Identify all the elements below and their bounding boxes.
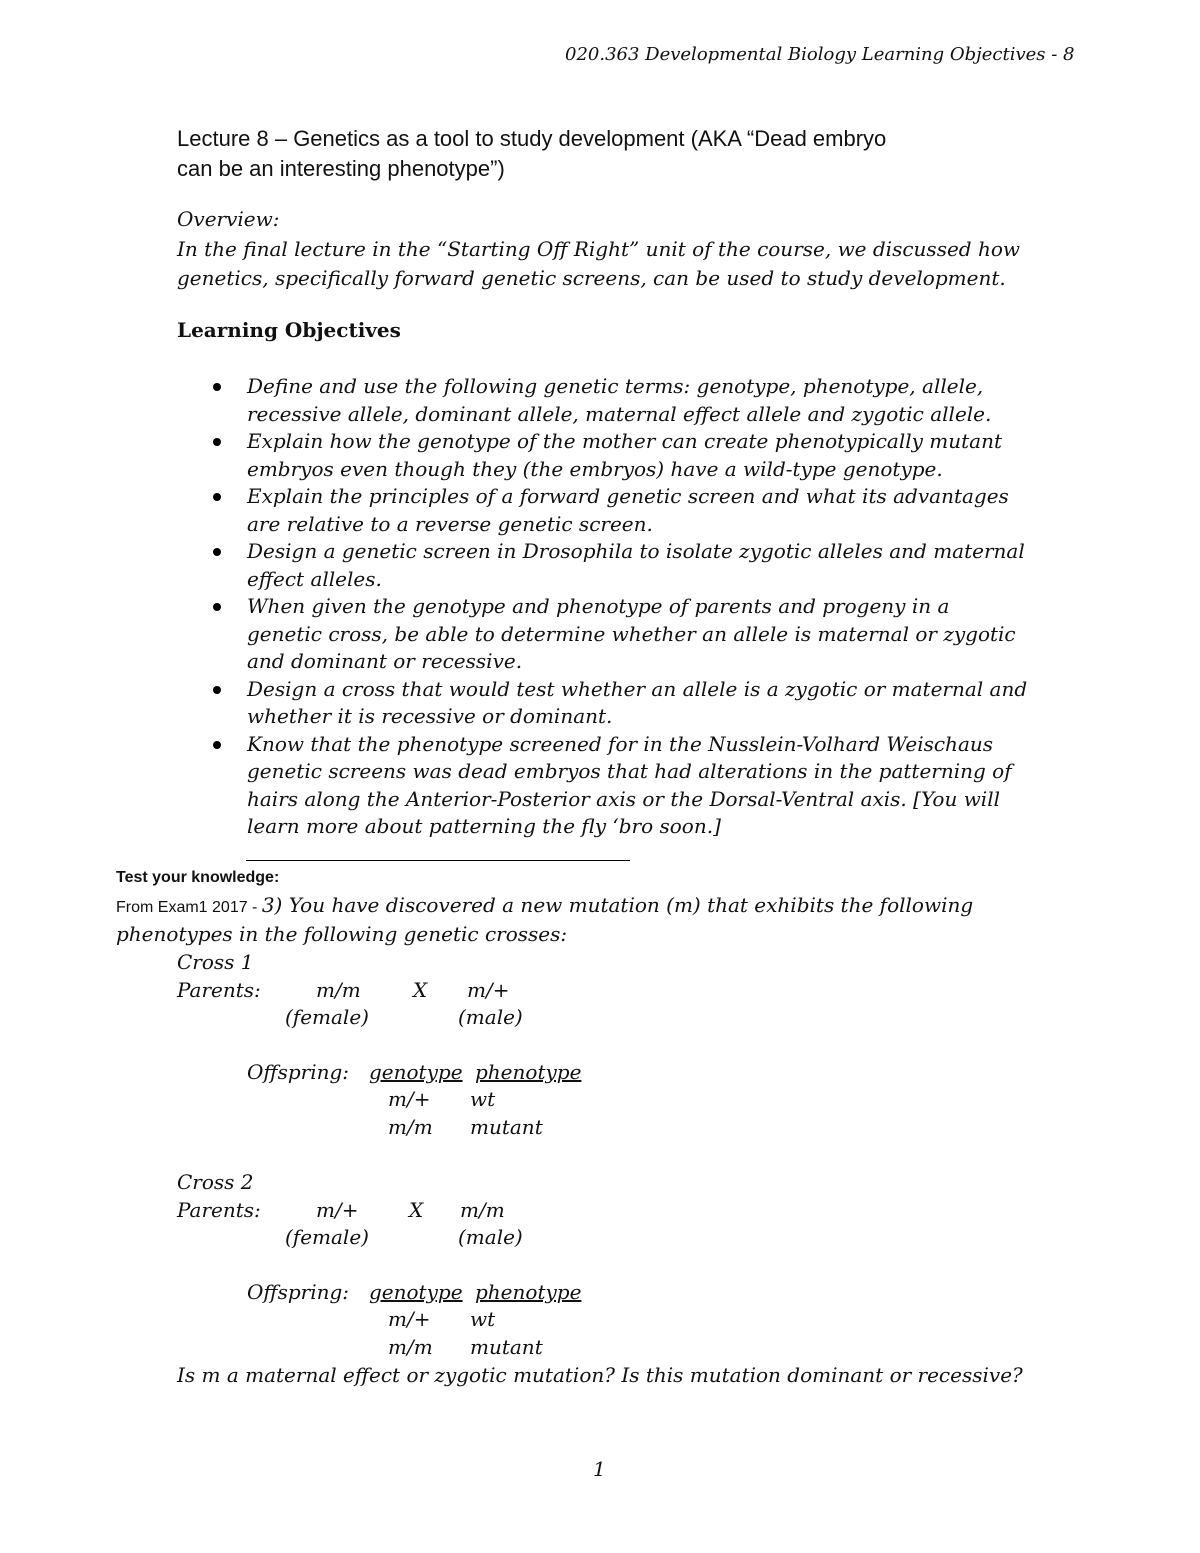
objective-item: When given the genotype and phenotype of parents and progeny in a genetic cross, be able to determine whether an allele is maternal or zygotic and dominant or recessive. (210, 593, 1030, 676)
cross-2-phenotype-header: phenotype (475, 1280, 582, 1304)
cross-1-female-label: (female) (285, 1005, 369, 1029)
page-number: 1 (593, 1457, 606, 1481)
cross-1-phenotype-header: phenotype (475, 1060, 582, 1084)
cross-1-row-1-phenotype: wt (470, 1087, 496, 1111)
cross-1-offspring-label: Offspring: (247, 1060, 350, 1084)
exam-question-line-1 (116, 893, 973, 917)
cross-1-cross-symbol: X (413, 978, 428, 1002)
cross-2-male-label: (male) (458, 1225, 523, 1249)
overview-label: Overview: (177, 207, 280, 231)
cross-2-row-2-genotype: m/m (388, 1335, 433, 1359)
cross-1-parents-label: Parents: (177, 978, 261, 1002)
learning-objectives-list (210, 373, 1030, 841)
lecture-title-line-1: Lecture 8 – Genetics as a tool to study development (AKA “Dead embryo (177, 126, 887, 151)
cross-2-offspring-label: Offspring: (247, 1280, 350, 1304)
objective-item: Define and use the following genetic terms: genotype, phenotype, allele, recessive allele, dominant allele, maternal effect allele and zygotic allele. (210, 373, 1030, 428)
final-question: Is m a maternal effect or zygotic mutation? Is this mutation dominant or recessive? (177, 1363, 1023, 1387)
cross-2-female-genotype: m/+ (316, 1198, 359, 1222)
cross-2-title: Cross 2 (177, 1170, 254, 1194)
cross-2-cross-symbol: X (409, 1198, 424, 1222)
overview-text (177, 235, 1020, 293)
cross-1-genotype-header: genotype (369, 1060, 463, 1084)
cross-1-female-genotype: m/m (316, 978, 361, 1002)
cross-2-row-1-genotype: m/+ (388, 1307, 431, 1331)
exam-source: From Exam1 2017 - (116, 899, 262, 916)
question-text-line-2: phenotypes in the following genetic crosses: (116, 922, 568, 946)
objective-item: Explain the principles of a forward genetic screen and what its advantages are relative to a reverse genetic screen. (210, 483, 1030, 538)
objective-item: Design a genetic screen in Drosophila to isolate zygotic alleles and maternal effect alleles. (210, 538, 1030, 593)
cross-2-parents-label: Parents: (177, 1198, 261, 1222)
section-divider (246, 860, 630, 861)
question-text-line-1: 3) You have discovered a new mutation (m) that exhibits the following (261, 893, 974, 917)
learning-objectives-heading: Learning Objectives (177, 318, 401, 342)
overview-line-2: genetics, specifically forward genetic screens, can be used to study development. (177, 266, 1006, 290)
objective-item: Explain how the genotype of the mother can create phenotypically mutant embryos even though they (the embryos) have a wild-type genotype. (210, 428, 1030, 483)
running-header: 020.363 Developmental Biology Learning Objectives - 8 (565, 44, 1075, 65)
lecture-title-line-2: can be an interesting phenotype”) (177, 156, 505, 181)
objective-item: Know that the phenotype screened for in the Nusslein-Volhard Weischaus genetic screens was dead embryos that had alterations in the patterning of hairs along the Anterior-Posterior axis or the Dorsal-Ventral axis. [You will learn more about patterning the fly ‘bro soon.] (210, 731, 1030, 841)
cross-1-row-2-phenotype: mutant (470, 1115, 543, 1139)
test-your-knowledge-label: Test your knowledge: (116, 869, 280, 886)
cross-1-row-1-genotype: m/+ (388, 1087, 431, 1111)
cross-2-row-1-phenotype: wt (470, 1307, 496, 1331)
cross-1-row-2-genotype: m/m (388, 1115, 433, 1139)
objective-item: Design a cross that would test whether an allele is a zygotic or maternal and whether it is recessive or dominant. (210, 676, 1030, 731)
cross-2-row-2-phenotype: mutant (470, 1335, 543, 1359)
cross-2-genotype-header: genotype (369, 1280, 463, 1304)
lecture-title (177, 124, 886, 184)
cross-2-male-genotype: m/m (460, 1198, 505, 1222)
cross-1-title: Cross 1 (177, 950, 254, 974)
cross-1-male-genotype: m/+ (467, 978, 510, 1002)
overview-line-1: In the final lecture in the “Starting Off Right” unit of the course, we discussed how (177, 237, 1020, 261)
cross-1-male-label: (male) (458, 1005, 523, 1029)
cross-2-female-label: (female) (285, 1225, 369, 1249)
